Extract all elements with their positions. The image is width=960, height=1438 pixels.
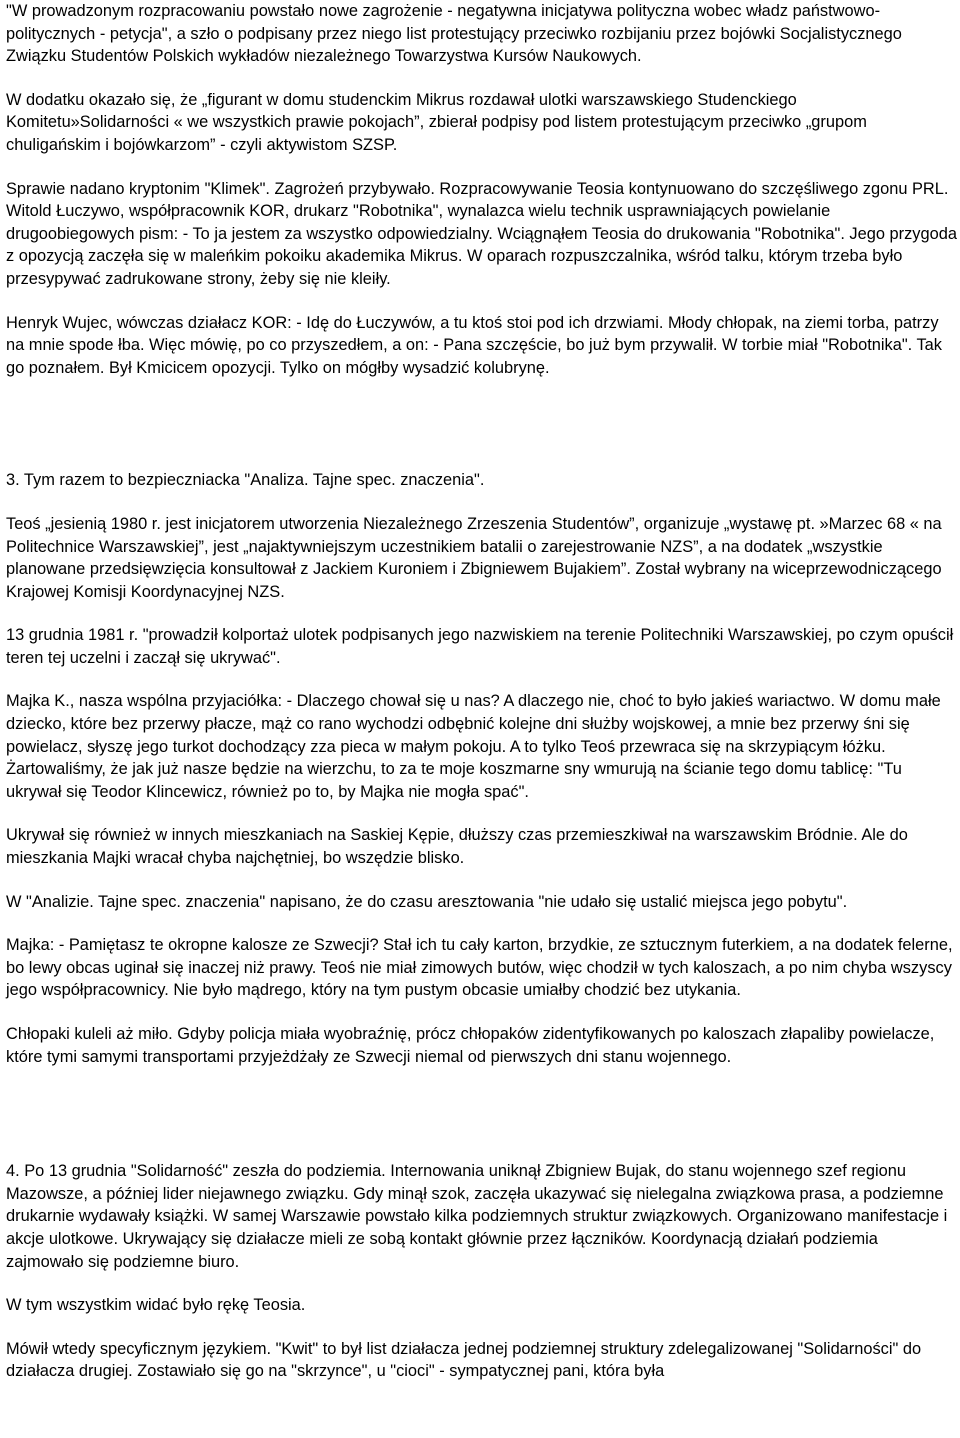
paragraph-kalosze: Majka: - Pamiętasz te okropne kalosze ze Szwecji? Stał ich tu cały karton, brzydkie, ze sztucznym futerkiem, a na dodatek felerne, bo lewy obcas uginał się inaczej niż prawy. Teoś nie miał zimowych butów, więc chodził w tych kaloszach, a po nim chyba wszyscy jego współpracownicy. Nie było mądrego, który na tym pustym obcasie umiałby chodzić bez utykania. (6, 936, 953, 1000)
section-heading-3: 3. Tym razem to bezpieczniacka "Analiza. Tajne spec. znaczenia". (6, 471, 485, 490)
paragraph-klimek: Sprawie nadano kryptonim "Klimek". Zagrożeń przybywało. Rozpracowywanie Teosia kontynuowano do szczęśliwego zgonu PRL. (6, 179, 949, 198)
document-page (6, 0, 958, 1383)
paragraph-nzs: Teoś „jesienią 1980 r. jest inicjatorem utworzenia Niezależnego Zrzeszenia Studentów”, organizuje „wystawę pt. »Marzec 68 « na Politechnice Warszawskiej”, jest „najaktywniejszym uczestnikiem batalii o zarejestrowanie NZS”, a na dodatek „wszystkie planowane przedsięwzięcia konsultował z Jackiem Kuroniem i Zbigniewem Bujakiem”. Został wybrany na wiceprzewodniczącego Krajowej Komisji Koordynacyjnej NZS. (6, 514, 942, 601)
paragraph-majka-hiding: Majka K., nasza wspólna przyjaciółka: - Dlaczego chował się u nas? A dlaczego nie, choć to było jakieś wariactwo. W domu małe dziecko, które bez przerwy płacze, mąż co rano wychodzi odbębnić kolejne dni służby wojskowej, a mnie bez przerwy śni się powielacz, słyszę jego turkot dochodzący zza pieca w małym pokoju. A to tylko Teoś przewraca się na skrzypiącym łóżku. Żartowaliśmy, że jak już nasze będzie na wierzchu, to za te moje koszmarne sny wmurują na ścianie tego domu tablicę: "Tu ukrywał się Teodor Klincewicz, również po to, by Majka nie mogła spać". (6, 692, 941, 801)
paragraph-kwit: Mówił wtedy specyficznym językiem. "Kwit" to był list działacza jednej podziemnej struktury zdelegalizowanej "Solidarności" do działacza drugiej. Zostawiało się go na "skrzynce", u "cioci" - sympatycznej pani, która była (6, 1339, 922, 1381)
paragraph-chlopaki: Chłopaki kuleli aż miło. Gdyby policja miała wyobraźnię, prócz chłopaków zidentyfikowanych po kaloszach złapaliby powielacze, które tymi samymi transportami przyjeżdżały ze Szwecji niemal od pierwszych dni stanu wojennego. (6, 1025, 935, 1066)
paragraph-saska-kepa: Ukrywał się również w innych mieszkaniach na Saskiej Kępie, dłuższy czas przemieszkiwał na warszawskim Bródnie. Ale do mieszkania Majki wracał chyba najchętniej, bo wszędzie blisko. (6, 826, 908, 868)
paragraph-wujec: Henryk Wujec, wówczas działacz KOR: - Idę do Łuczywów, a tu ktoś stoi pod ich drzwiami. Młody chłopak, na ziemi torba, patrzy na mnie spode łba. Więc mówię, po co przyszedłem, a on: - Pana szczęście, bo już bym przywalił. W torbie miał "Robotnika". Tak go poznałem. Był Kmicicem opozycji. Tylko on mógłby wysadzić kolubrynę. (6, 313, 942, 377)
section-heading-4: 4. Po 13 grudnia "Solidarność" zeszła do podziemia. Internowania uniknął Zbigniew Bujak, do stanu wojennego szef regionu Mazowsze, a później lider niejawnego związku. Gdy minął szok, zaczęła ukazywać się nielegalna związkowa prasa, a podziemne drukarnie wydawały książki. W samej Warszawie powstało kilka podziemnych struktur związkowych. Organizowano manifestacje i akcje ulotkowe. Ukrywający się działacze mieli ze sobą kontakt głównie przez łączników. Koordynacją działań podziemia zajmowało się podziemne biuro. (6, 1162, 948, 1271)
paragraph-13-december: 13 grudnia 1981 r. "prowadził kolportaż ulotek podpisanych jego nazwiskiem na terenie Politechniki Warszawskiej, po czym opuścił teren tej uczelni i zaczął się ukrywać". (6, 626, 954, 667)
paragraph-analiza: W "Analizie. Tajne spec. znaczenia" napisano, że do czasu aresztowania "nie udało się ustalić miejsca jego pobytu". (6, 892, 848, 911)
paragraph-petition: "W prowadzonym rozpracowaniu powstało nowe zagrożenie - negatywna inicjatywa polityczna wobec władz państwowo-politycznych - petycja", a szło o podpisany przez niego list protestujący przeciwko rozbijaniu przez bojówki Socjalistycznego Związku Studentów Polskich wykładów niezależnego Towarzystwa Kursów Naukowych. (6, 2, 902, 66)
paragraph-mikrus-leaflets: W dodatku okazało się, że „figurant w domu studenckim Mikrus rozdawał ulotki warszawskiego Studenckiego Komitetu»Solidarności « we wszystkich prawie pokojach”, zbierał podpisy pod listem protestującym przeciwko „grupom chuligańskim i bojówkarzom” - czyli aktywistom SZSP. (6, 90, 867, 154)
paragraph-luczywo: Witold Łuczywo, współpracownik KOR, drukarz "Robotnika", wynalazca wielu technik usprawniających powielanie drugoobiegowych pism: - To ja jestem za wszystko odpowiedzialny. Wciągnąłem Teosia do drukowania "Robotnika". Jego przygoda z opozycją zaczęła się w maleńkim pokoiku akademika Mikrus. W oparach rozpuszczalnika, wśród talku, którym trzeba było przesypywać zadrukowane strony, żeby się nie kleiły. (6, 202, 957, 288)
paragraph-teos-hand: W tym wszystkim widać było rękę Teosia. (6, 1296, 306, 1315)
